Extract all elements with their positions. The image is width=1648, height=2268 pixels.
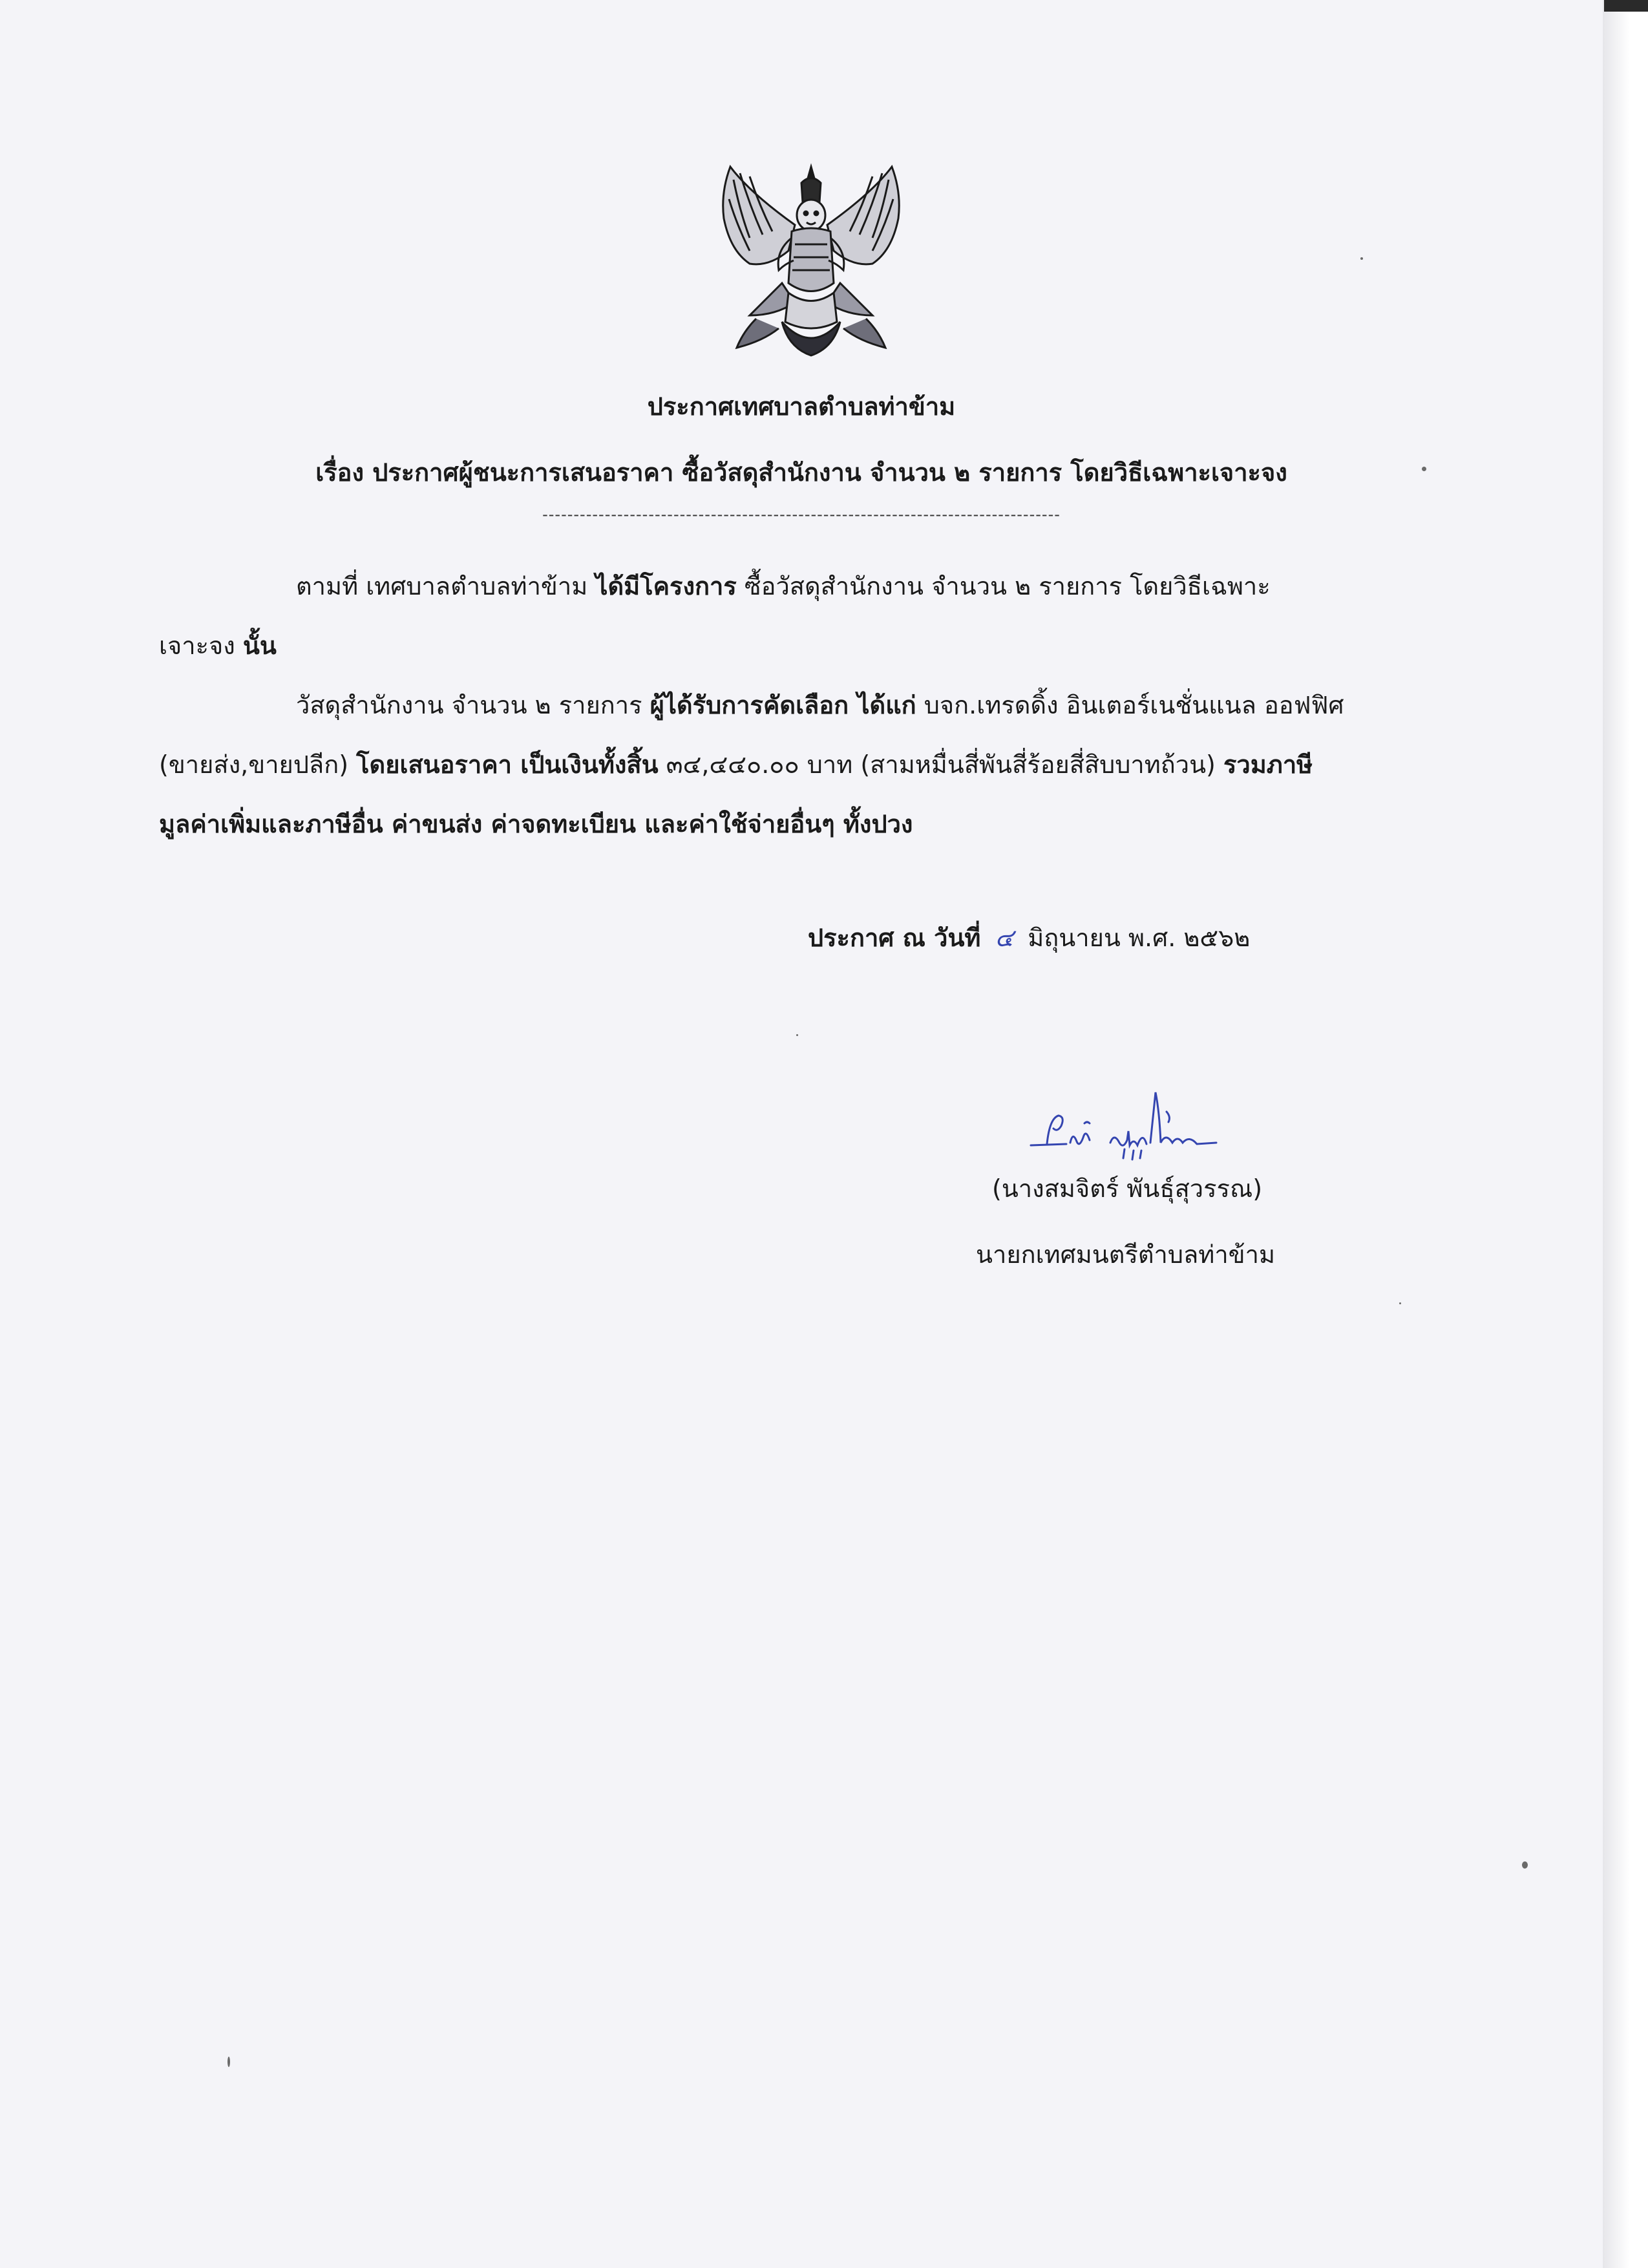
- text-segment: เจาะจง: [159, 631, 243, 660]
- paragraph1-line1: [296, 566, 1271, 606]
- signatory-position: นายกเทศมนตรีตำบลท่าข้าม: [976, 1240, 1276, 1269]
- text-segment-bold: รวมภาษี: [1223, 750, 1313, 779]
- text-segment: ตามที่ เทศบาลตำบลท่าข้าม: [296, 572, 596, 600]
- text-segment-bold: โดยเสนอราคา เป็นเงินทั้งสิ้น: [356, 750, 659, 779]
- document-title: ประกาศเทศบาลตำบลท่าข้าม: [647, 392, 956, 421]
- text-segment: บจก.เทรดดิ้ง อินเตอร์เนชั่นแนล ออฟฟิศ: [916, 691, 1344, 719]
- text-segment-bold: ได้มีโครงการ: [595, 572, 737, 600]
- text-segment-bold: ผู้ได้รับการคัดเลือก ได้แก่: [650, 691, 916, 719]
- text-segment: วัสดุสำนักงาน จำนวน ๒ รายการ: [296, 691, 650, 719]
- document-subject: เรื่อง ประกาศผู้ชนะการเสนอราคา ซื้อวัสดุสำนักงาน จำนวน ๒ รายการ โดยวิธีเฉพาะเจาะจง: [315, 458, 1287, 487]
- text-segment: ซื้อวัสดุสำนักงาน จำนวน ๒ รายการ โดยวิธีเฉพาะ: [736, 572, 1271, 600]
- text-segment: (ขายส่ง,ขายปลีก): [159, 750, 357, 779]
- text-segment: ๓๔,๔๔๐.๐๐ บาท (สามหมื่นสี่พันสี่ร้อยสี่สิบบาทถ้วน): [658, 750, 1223, 779]
- scan-corner-mark: [1604, 0, 1648, 12]
- handwritten-signature: [1028, 1086, 1234, 1163]
- announcement-month-year: มิถุนายน พ.ศ. ๒๕๖๒: [1028, 924, 1251, 952]
- scan-speck: [796, 1034, 798, 1036]
- garuda-emblem-icon: [704, 154, 918, 367]
- scan-speck: [1422, 467, 1426, 471]
- paragraph2-line1: [296, 685, 1344, 725]
- scan-speck: [1399, 1302, 1401, 1304]
- paragraph2-line3: มูลค่าเพิ่มและภาษีอื่น ค่าขนส่ง ค่าจดทะเบียน และค่าใช้จ่ายอื่นๆ ทั้งปวง: [159, 810, 913, 838]
- scan-speck: [1522, 1861, 1528, 1869]
- scan-speck: [1360, 257, 1363, 260]
- scan-edge: [1603, 0, 1648, 2268]
- handwritten-day: ๔: [995, 924, 1014, 952]
- text-segment-bold: นั้น: [242, 631, 277, 660]
- divider-line: -----------------------------------------------------------------------------------: [542, 505, 1061, 524]
- signatory-name: (นางสมจิตร์ พันธุ์สุวรรณ): [992, 1174, 1263, 1203]
- paragraph2-line2: [159, 745, 1313, 784]
- paragraph1-line2: [159, 626, 277, 665]
- scan-speck: [227, 2057, 230, 2067]
- announcement-prefix: ประกาศ ณ วันที่: [808, 924, 981, 952]
- announcement-date: [808, 918, 1250, 957]
